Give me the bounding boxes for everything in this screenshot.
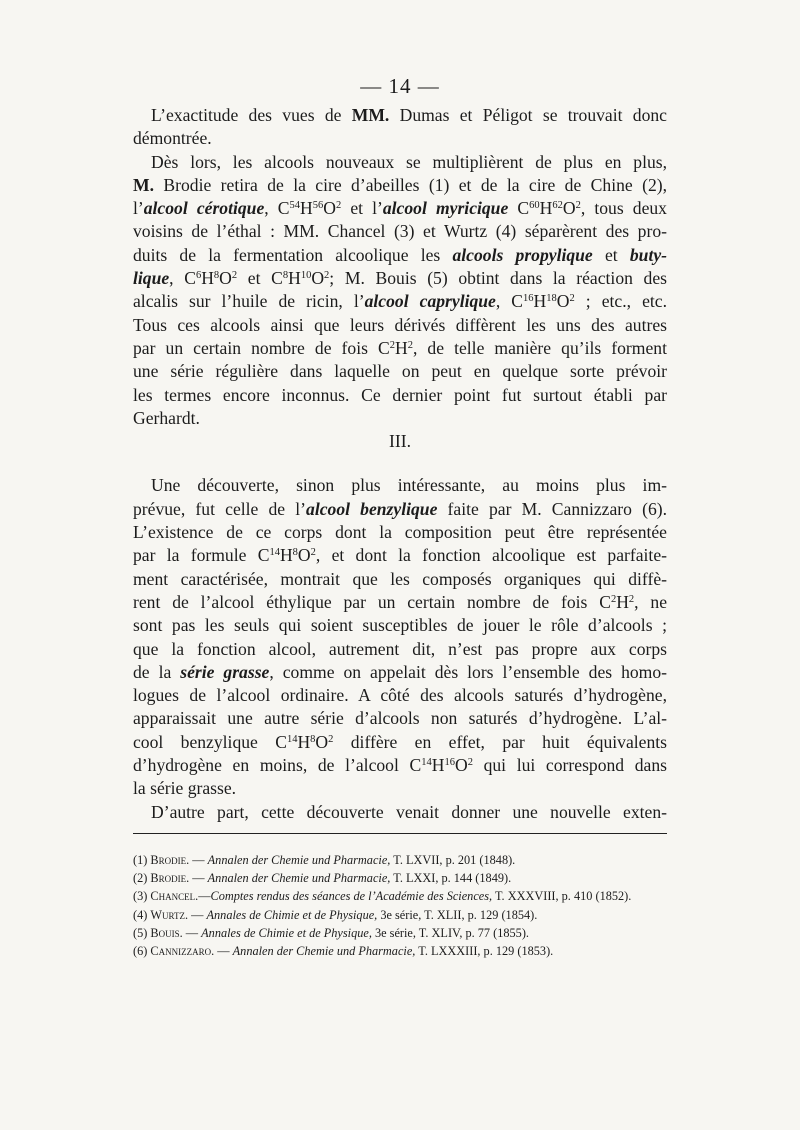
- text-line: ment caractérisée, montrait que les composés organiques qui diffè-: [133, 568, 667, 589]
- text-line: D’autre part, cette découverte venait donner une nouvelle exten-: [151, 801, 667, 822]
- italic-term: buty-: [629, 244, 667, 265]
- bold-text: M.: [133, 174, 155, 195]
- formula-subscript: 2: [231, 270, 238, 282]
- formula-subscript: 16: [523, 293, 534, 305]
- italic-term: alcool benzylique: [306, 498, 438, 519]
- footnote-author: Wurtz.: [150, 907, 189, 922]
- footnote-number: (5): [133, 925, 151, 940]
- formula-subscript: 18: [546, 293, 557, 305]
- footnote-author: Bouis.: [150, 925, 183, 940]
- italic-term: alcool cérotique: [143, 198, 265, 219]
- body-text: [133, 104, 667, 824]
- formula-subscript: 2: [575, 200, 581, 212]
- text-line: M. Brodie retira de la cire d’abeilles (1) et de la cire de Chine (2),: [133, 174, 667, 195]
- formula-subscript: 2: [407, 339, 413, 351]
- formula-subscript: 56: [312, 200, 324, 212]
- formula-subscript: 14: [421, 757, 432, 769]
- text-line: logues de l’alcool ordinaire. A côté des alcools saturés d’hydrogène,: [133, 685, 667, 706]
- text-line: une série régulière dans laquelle on peut en quelque sorte prévoir: [133, 361, 667, 382]
- formula-subscript: 2: [310, 547, 316, 559]
- footnote-reference: 3e série, T. XLIV, p. 77 (1855).: [371, 925, 530, 940]
- footnote-journal: Annalen der Chemie und Pharmacie,: [207, 871, 391, 886]
- italic-term: alcool myricique: [382, 198, 509, 219]
- formula-subscript: 14: [269, 547, 280, 559]
- text-line: duits de la fermentation alcoolique les alcools propylique et buty-: [133, 244, 667, 265]
- formula-subscript: 14: [286, 733, 298, 745]
- text-line: la série grasse.: [133, 778, 237, 799]
- text-line: L’existence de ce corps dont la composition peut être représentée: [133, 522, 667, 543]
- section-ii-paragraphs: [133, 104, 667, 430]
- text-line: voisins de l’éthal : MM. Chancel (3) et Wurtz (4) séparèrent des pro-: [133, 221, 667, 242]
- formula-subscript: 2: [328, 733, 334, 745]
- text-line: démontrée.: [133, 128, 212, 149]
- formula-subscript: 2: [335, 200, 342, 212]
- text-line: cool benzylique $C^{14}H^8O^2$ diffère en effet, par huit équivalents: [133, 731, 668, 752]
- footnote-author: Brodie.: [150, 853, 190, 867]
- footnote-author: Cannizzaro.: [150, 943, 215, 958]
- footnote-reference: T. LXXI, p. 144 (1849).: [390, 871, 512, 886]
- footnote-number: (1): [133, 853, 151, 867]
- footnote: (4) Wurtz. — Annales de Chimie et de Physique, 3e série, T. XLII, p. 129 (1854).: [133, 907, 538, 922]
- bold-text: MM.: [351, 105, 390, 125]
- footnote: (3) Chancel.—Comptes rendus des séances de l’Académie des Sciences, T. XXXVIII, p. 410 (1852).: [133, 889, 632, 904]
- text-line: que la fonction alcool, autrement dit, n’est pas propre aux corps: [133, 638, 667, 659]
- text-line: l’alcool cérotique, $C^{54}H^{56}O^2$ et l’alcool myricique $C^{60}H^{62}O^2$, tous deux: [133, 198, 667, 219]
- text-line: par la formule $C^{14}H^8O^2$, et dont la fonction alcoolique est parfaite-: [133, 545, 667, 566]
- footnote-journal: Annalen der Chemie und Pharmacie,: [207, 853, 391, 867]
- text-line: alcalis sur l’huile de ricin, l’alcool caprylique, $C^{16}H^{18}O^2$ ; etc., etc.: [133, 291, 667, 312]
- footnote: (1) Brodie. — Annalen der Chemie und Pharmacie, T. LXVII, p. 201 (1848).: [133, 853, 516, 867]
- text-line: lique, $C^6H^8O^2$ et $C^8H^{10}O^2$; M. Bouis (5) obtint dans la réaction des: [133, 268, 668, 289]
- footnote: (2) Brodie. — Annalen der Chemie und Pharmacie, T. LXXI, p. 144 (1849).: [133, 871, 512, 886]
- formula-subscript: 16: [444, 757, 455, 769]
- footnote: (6) Cannizzaro. — Annalen der Chemie und Pharmacie, T. LXXXIII, p. 129 (1853).: [133, 943, 554, 958]
- footnote-journal: Annales de Chimie et de Physique,: [206, 907, 378, 922]
- formula-subscript: 8: [282, 270, 289, 282]
- text-line: L’exactitude des vues de MM. Dumas et Péligot se trouvait donc: [151, 105, 667, 125]
- footnote-number: (4): [133, 907, 151, 922]
- formula-subscript: 2: [628, 593, 635, 605]
- italic-term: alcool caprylique: [364, 291, 496, 312]
- footnote-reference: T. XXXVIII, p. 410 (1852).: [492, 889, 632, 904]
- text-line: de la série grasse, comme on appelait dès lors l’ensemble des homo-: [133, 661, 667, 682]
- text-line: d’hydrogène en moins, de l’alcool $C^{14}H^{16}O^2$ qui lui correspond dans: [133, 755, 667, 776]
- text-line: prévue, fut celle de l’alcool benzylique faite par M. Cannizzaro (6).: [133, 498, 667, 519]
- footnote-rule: [133, 833, 667, 834]
- formula-subscript: 2: [610, 593, 617, 605]
- text-line: rent de l’alcool éthylique par un certain nombre de fois $C^2H^2$, ne: [133, 591, 667, 612]
- formula-subscript: 60: [529, 200, 540, 212]
- footnote-journal: Comptes rendus des séances de l’Académie des Sciences,: [210, 889, 493, 904]
- formula-subscript: 8: [292, 547, 298, 559]
- formula-subscript: 2: [324, 270, 330, 282]
- text-line: sont pas les seuls qui soient susceptibles de jouer le rôle d’alcools ;: [133, 615, 667, 636]
- italic-term: série grasse: [180, 661, 270, 682]
- section-heading: III.: [389, 431, 411, 452]
- footnote-reference: T. LXXXIII, p. 129 (1853).: [415, 943, 554, 958]
- formula-subscript: 54: [289, 200, 301, 212]
- text-line: apparaissait une autre série d’alcools non saturés d’hydrogène. L’al-: [133, 708, 667, 729]
- text-line: par un certain nombre de fois $C^2H^2$, de telle manière qu’ils forment: [133, 337, 667, 358]
- text-line: Gerhardt.: [133, 407, 200, 428]
- formula-subscript: 8: [213, 270, 220, 282]
- italic-term: alcools propylique: [452, 244, 593, 265]
- footnote: (5) Bouis. — Annales de Chimie et de Physique, 3e série, T. XLIV, p. 77 (1855).: [133, 925, 530, 940]
- section-iii-paragraphs: [133, 474, 667, 823]
- footnote-number: (2): [133, 871, 151, 886]
- footnote-journal: Annales de Chimie et de Physique,: [201, 925, 372, 940]
- formula-subscript: 2: [467, 757, 473, 769]
- footnotes: [133, 851, 693, 960]
- italic-term: lique: [133, 268, 170, 289]
- footnote-author: Chancel.: [150, 889, 199, 904]
- formula-subscript: 10: [300, 270, 312, 282]
- footnote-reference: 3e série, T. XLII, p. 129 (1854).: [377, 907, 538, 922]
- text-line: Une découverte, sinon plus intéressante, au moins plus im-: [151, 475, 667, 496]
- formula-subscript: 6: [195, 270, 202, 282]
- formula-subscript: 2: [569, 293, 575, 305]
- text-line: les termes encore inconnus. Ce dernier point fut surtout établi par: [133, 384, 667, 405]
- footnote-author: Brodie.: [150, 871, 190, 886]
- formula-subscript: 2: [389, 339, 395, 351]
- footnote-reference: T. LXVII, p. 201 (1848).: [390, 853, 516, 867]
- text-line: Dès lors, les alcools nouveaux se multiplièrent de plus en plus,: [151, 151, 667, 172]
- formula-subscript: 62: [552, 200, 563, 212]
- text-line: Tous ces alcools ainsi que leurs dérivés diffèrent les uns des autres: [133, 314, 667, 335]
- page-number: — 14 —: [360, 74, 440, 98]
- footnote-number: (3): [133, 889, 151, 904]
- formula-subscript: 8: [310, 733, 316, 745]
- footnote-number: (6): [133, 943, 151, 958]
- footnote-journal: Annalen der Chemie und Pharmacie,: [232, 943, 416, 958]
